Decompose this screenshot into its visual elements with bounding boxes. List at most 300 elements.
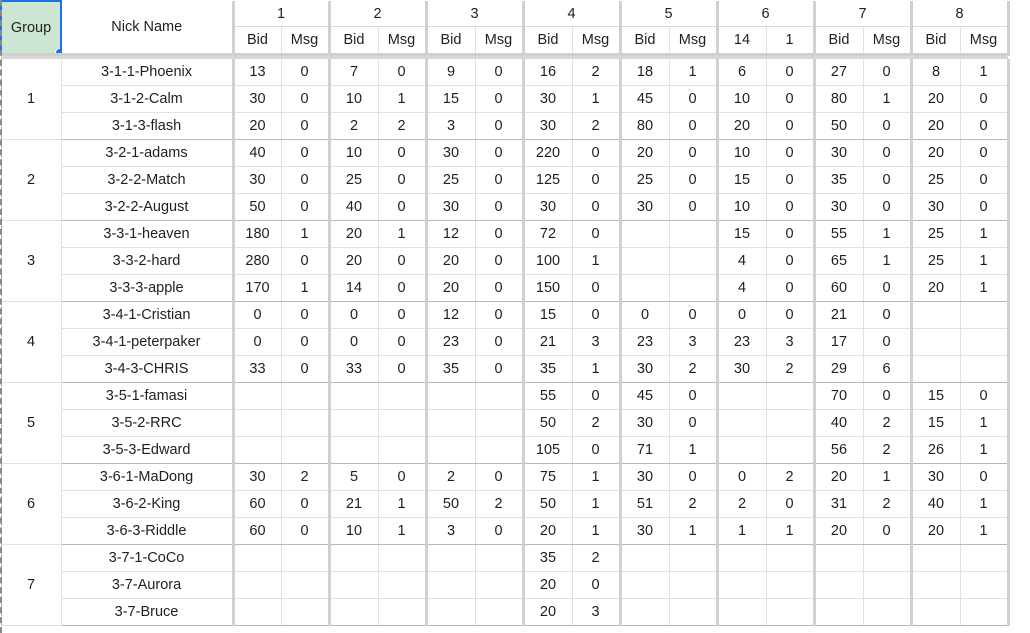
msg-cell[interactable]: 0: [281, 140, 329, 167]
bid-cell[interactable]: 60: [814, 275, 863, 302]
msg-cell[interactable]: 0: [669, 113, 717, 140]
msg-cell[interactable]: 0: [572, 275, 620, 302]
msg-cell[interactable]: [378, 437, 426, 464]
msg-cell[interactable]: [378, 410, 426, 437]
msg-cell[interactable]: 1: [572, 518, 620, 545]
bid-cell[interactable]: 20: [523, 518, 572, 545]
nick-name-cell[interactable]: 3-4-1-Cristian: [61, 302, 233, 329]
msg-cell[interactable]: 0: [572, 167, 620, 194]
msg-cell[interactable]: 1: [572, 491, 620, 518]
bid-cell[interactable]: [620, 221, 669, 248]
msg-cell[interactable]: 0: [281, 86, 329, 113]
msg-cell[interactable]: 1: [572, 356, 620, 383]
msg-cell[interactable]: 1: [572, 464, 620, 491]
msg-cell[interactable]: 0: [669, 464, 717, 491]
bid-cell[interactable]: 25: [329, 167, 378, 194]
msg-cell[interactable]: 1: [960, 59, 1008, 86]
bid-cell[interactable]: 20: [426, 248, 475, 275]
bid-cell[interactable]: 30: [911, 194, 960, 221]
bid-cell[interactable]: 6: [717, 59, 766, 86]
msg-cell[interactable]: [766, 545, 814, 572]
bid-header-2[interactable]: Bid: [329, 27, 378, 55]
bid-cell[interactable]: 40: [233, 140, 281, 167]
bid-cell[interactable]: 30: [426, 194, 475, 221]
bid-cell[interactable]: 25: [911, 167, 960, 194]
bid-cell[interactable]: 25: [911, 221, 960, 248]
msg-cell[interactable]: 2: [669, 356, 717, 383]
bid-cell[interactable]: 2: [329, 113, 378, 140]
bid-cell[interactable]: 10: [329, 140, 378, 167]
msg-cell[interactable]: [378, 599, 426, 626]
bid-cell[interactable]: [329, 410, 378, 437]
bid-cell[interactable]: 0: [233, 329, 281, 356]
bid-cell[interactable]: [717, 410, 766, 437]
msg-cell[interactable]: [766, 599, 814, 626]
bid-cell[interactable]: 105: [523, 437, 572, 464]
fill-handle[interactable]: [55, 48, 61, 55]
msg-cell[interactable]: 0: [475, 140, 523, 167]
bid-cell[interactable]: 4: [717, 248, 766, 275]
msg-cell[interactable]: 1: [960, 248, 1008, 275]
bid-cell[interactable]: 51: [620, 491, 669, 518]
msg-cell[interactable]: [378, 383, 426, 410]
msg-cell[interactable]: 2: [572, 545, 620, 572]
bid-cell[interactable]: 10: [717, 140, 766, 167]
nick-name-cell[interactable]: 3-7-Bruce: [61, 599, 233, 626]
msg-cell[interactable]: [863, 572, 911, 599]
nick-name-cell[interactable]: 3-6-3-Riddle: [61, 518, 233, 545]
bid-cell[interactable]: [426, 410, 475, 437]
msg-cell[interactable]: [475, 545, 523, 572]
msg-cell[interactable]: 2: [572, 410, 620, 437]
group-cell[interactable]: 7: [1, 545, 61, 626]
bid-cell[interactable]: 56: [814, 437, 863, 464]
msg-cell[interactable]: 0: [669, 302, 717, 329]
msg-cell[interactable]: 0: [378, 275, 426, 302]
bid-cell[interactable]: [233, 437, 281, 464]
msg-cell[interactable]: 0: [378, 302, 426, 329]
msg-cell[interactable]: 1: [960, 437, 1008, 464]
msg-cell[interactable]: 1: [960, 491, 1008, 518]
msg-cell[interactable]: 0: [572, 572, 620, 599]
bid-cell[interactable]: 25: [620, 167, 669, 194]
bid-cell[interactable]: 20: [911, 518, 960, 545]
bid-cell[interactable]: 40: [814, 410, 863, 437]
nick-name-cell[interactable]: 3-5-3-Edward: [61, 437, 233, 464]
bid-header-7[interactable]: Bid: [814, 27, 863, 55]
bid-cell[interactable]: [717, 437, 766, 464]
bid-cell[interactable]: 35: [523, 545, 572, 572]
bid-cell[interactable]: [911, 329, 960, 356]
bid-cell[interactable]: 20: [911, 113, 960, 140]
bid-cell[interactable]: [717, 572, 766, 599]
bid-cell[interactable]: 20: [233, 113, 281, 140]
bid-cell[interactable]: 2: [717, 491, 766, 518]
msg-cell[interactable]: 0: [766, 194, 814, 221]
bid-cell[interactable]: 0: [717, 302, 766, 329]
bid-cell[interactable]: 30: [620, 464, 669, 491]
bid-cell[interactable]: 30: [717, 356, 766, 383]
bid-cell[interactable]: 30: [233, 464, 281, 491]
msg-cell[interactable]: 0: [863, 167, 911, 194]
msg-cell[interactable]: 0: [669, 194, 717, 221]
bid-cell[interactable]: 45: [620, 383, 669, 410]
msg-cell[interactable]: [669, 599, 717, 626]
bid-cell[interactable]: 33: [233, 356, 281, 383]
bid-cell[interactable]: 45: [620, 86, 669, 113]
bid-cell[interactable]: 10: [717, 194, 766, 221]
round-header-6[interactable]: 6: [717, 1, 814, 27]
bid-cell[interactable]: 20: [329, 221, 378, 248]
bid-cell[interactable]: 15: [911, 383, 960, 410]
msg-cell[interactable]: [669, 248, 717, 275]
nick-name-cell[interactable]: 3-6-2-King: [61, 491, 233, 518]
round-header-1[interactable]: 1: [233, 1, 329, 27]
bid-cell[interactable]: 220: [523, 140, 572, 167]
bid-cell[interactable]: 14: [329, 275, 378, 302]
msg-cell[interactable]: 0: [766, 59, 814, 86]
bid-cell[interactable]: 80: [620, 113, 669, 140]
bid-cell[interactable]: 13: [233, 59, 281, 86]
bid-cell[interactable]: [426, 437, 475, 464]
msg-cell[interactable]: 0: [475, 302, 523, 329]
msg-cell[interactable]: 0: [572, 221, 620, 248]
round-header-5[interactable]: 5: [620, 1, 717, 27]
msg-cell[interactable]: [669, 221, 717, 248]
msg-cell[interactable]: [475, 437, 523, 464]
bid-cell[interactable]: 60: [233, 518, 281, 545]
msg-cell[interactable]: [378, 545, 426, 572]
bid-cell[interactable]: 70: [814, 383, 863, 410]
bid-cell[interactable]: 17: [814, 329, 863, 356]
msg-cell[interactable]: 0: [960, 194, 1008, 221]
msg-cell[interactable]: 0: [669, 383, 717, 410]
msg-cell[interactable]: 0: [766, 140, 814, 167]
msg-cell[interactable]: 0: [572, 140, 620, 167]
bid-cell[interactable]: 72: [523, 221, 572, 248]
bid-cell[interactable]: 30: [620, 194, 669, 221]
msg-cell[interactable]: 0: [475, 329, 523, 356]
bid-cell[interactable]: 20: [717, 113, 766, 140]
msg-cell[interactable]: 0: [766, 113, 814, 140]
nick-name-cell[interactable]: 3-1-2-Calm: [61, 86, 233, 113]
msg-cell[interactable]: 0: [766, 221, 814, 248]
msg-cell[interactable]: [669, 572, 717, 599]
bid-cell[interactable]: 30: [911, 464, 960, 491]
msg-cell[interactable]: [960, 329, 1008, 356]
msg-cell[interactable]: 0: [475, 275, 523, 302]
msg-cell[interactable]: 1: [378, 518, 426, 545]
nick-name-cell[interactable]: 3-3-3-apple: [61, 275, 233, 302]
msg-cell[interactable]: 0: [378, 356, 426, 383]
bid-cell[interactable]: 33: [329, 356, 378, 383]
bid-cell[interactable]: 71: [620, 437, 669, 464]
msg-cell[interactable]: 0: [766, 86, 814, 113]
bid-cell[interactable]: 40: [329, 194, 378, 221]
group-header-cell[interactable]: [1, 1, 61, 55]
msg-cell[interactable]: 2: [378, 113, 426, 140]
bid-cell[interactable]: 23: [426, 329, 475, 356]
bid-header-8[interactable]: Bid: [911, 27, 960, 55]
msg-header-6[interactable]: 1: [766, 27, 814, 55]
bid-cell[interactable]: 20: [911, 86, 960, 113]
bid-cell[interactable]: [426, 599, 475, 626]
msg-cell[interactable]: 0: [281, 194, 329, 221]
bid-cell[interactable]: [233, 383, 281, 410]
msg-cell[interactable]: 0: [281, 113, 329, 140]
bid-cell[interactable]: 100: [523, 248, 572, 275]
bid-cell[interactable]: 55: [523, 383, 572, 410]
bid-cell[interactable]: 125: [523, 167, 572, 194]
msg-cell[interactable]: 0: [960, 167, 1008, 194]
bid-cell[interactable]: [911, 302, 960, 329]
nick-name-cell[interactable]: 3-4-3-CHRIS: [61, 356, 233, 383]
msg-cell[interactable]: 2: [863, 437, 911, 464]
msg-cell[interactable]: 1: [281, 275, 329, 302]
group-cell[interactable]: 3: [1, 221, 61, 302]
bid-cell[interactable]: 15: [717, 221, 766, 248]
msg-cell[interactable]: 3: [572, 599, 620, 626]
bid-cell[interactable]: 30: [426, 140, 475, 167]
bid-cell[interactable]: 30: [233, 167, 281, 194]
msg-cell[interactable]: 1: [960, 221, 1008, 248]
msg-cell[interactable]: 1: [960, 410, 1008, 437]
group-cell[interactable]: 5: [1, 383, 61, 464]
msg-cell[interactable]: 0: [960, 113, 1008, 140]
bid-cell[interactable]: 12: [426, 221, 475, 248]
msg-cell[interactable]: 0: [378, 140, 426, 167]
bid-cell[interactable]: 15: [717, 167, 766, 194]
nick-name-cell[interactable]: 3-4-1-peterpaker: [61, 329, 233, 356]
bid-cell[interactable]: 20: [329, 248, 378, 275]
bid-cell[interactable]: 16: [523, 59, 572, 86]
bid-cell[interactable]: 26: [911, 437, 960, 464]
msg-header-3[interactable]: Msg: [475, 27, 523, 55]
msg-cell[interactable]: 0: [378, 464, 426, 491]
bid-cell[interactable]: [329, 572, 378, 599]
nick-name-cell[interactable]: 3-1-1-Phoenix: [61, 59, 233, 86]
bid-cell[interactable]: 50: [523, 491, 572, 518]
msg-header-5[interactable]: Msg: [669, 27, 717, 55]
msg-header-8[interactable]: Msg: [960, 27, 1008, 55]
bid-cell[interactable]: [329, 599, 378, 626]
msg-cell[interactable]: [766, 572, 814, 599]
msg-cell[interactable]: 0: [863, 275, 911, 302]
bid-cell[interactable]: 20: [814, 464, 863, 491]
nick-name-cell[interactable]: 3-3-2-hard: [61, 248, 233, 275]
bid-cell[interactable]: 21: [814, 302, 863, 329]
msg-cell[interactable]: 2: [572, 113, 620, 140]
bid-cell[interactable]: 30: [620, 410, 669, 437]
msg-cell[interactable]: 0: [960, 86, 1008, 113]
round-header-4[interactable]: 4: [523, 1, 620, 27]
bid-cell[interactable]: 20: [911, 275, 960, 302]
msg-cell[interactable]: 0: [960, 383, 1008, 410]
msg-cell[interactable]: 0: [378, 329, 426, 356]
nick-name-cell[interactable]: 3-2-1-adams: [61, 140, 233, 167]
nick-name-cell[interactable]: 3-2-2-Match: [61, 167, 233, 194]
bid-cell[interactable]: 30: [523, 113, 572, 140]
round-header-3[interactable]: 3: [426, 1, 523, 27]
bid-cell[interactable]: 20: [620, 140, 669, 167]
bid-cell[interactable]: 0: [233, 302, 281, 329]
bid-header-6[interactable]: 14: [717, 27, 766, 55]
msg-cell[interactable]: [475, 383, 523, 410]
msg-cell[interactable]: 0: [766, 302, 814, 329]
bid-cell[interactable]: [233, 599, 281, 626]
bid-cell[interactable]: 8: [911, 59, 960, 86]
msg-cell[interactable]: 2: [669, 491, 717, 518]
msg-header-7[interactable]: Msg: [863, 27, 911, 55]
msg-cell[interactable]: [281, 437, 329, 464]
msg-cell[interactable]: 0: [669, 167, 717, 194]
msg-cell[interactable]: [960, 599, 1008, 626]
msg-cell[interactable]: [281, 383, 329, 410]
bid-cell[interactable]: 65: [814, 248, 863, 275]
bid-cell[interactable]: 20: [523, 599, 572, 626]
msg-cell[interactable]: 1: [572, 248, 620, 275]
bid-cell[interactable]: 21: [523, 329, 572, 356]
msg-cell[interactable]: 2: [863, 410, 911, 437]
bid-header-3[interactable]: Bid: [426, 27, 475, 55]
msg-cell[interactable]: [281, 545, 329, 572]
msg-cell[interactable]: 2: [475, 491, 523, 518]
msg-cell[interactable]: 0: [766, 275, 814, 302]
msg-cell[interactable]: 0: [475, 518, 523, 545]
msg-cell[interactable]: [766, 410, 814, 437]
msg-cell[interactable]: 0: [475, 248, 523, 275]
msg-cell[interactable]: 0: [378, 167, 426, 194]
bid-header-1[interactable]: Bid: [233, 27, 281, 55]
bid-cell[interactable]: [329, 383, 378, 410]
bid-cell[interactable]: [814, 545, 863, 572]
bid-cell[interactable]: [911, 599, 960, 626]
bid-cell[interactable]: 50: [233, 194, 281, 221]
msg-cell[interactable]: [960, 545, 1008, 572]
msg-cell[interactable]: 0: [766, 167, 814, 194]
msg-cell[interactable]: 0: [572, 302, 620, 329]
msg-cell[interactable]: 0: [572, 383, 620, 410]
bid-cell[interactable]: 50: [523, 410, 572, 437]
bid-cell[interactable]: 7: [329, 59, 378, 86]
bid-cell[interactable]: 25: [911, 248, 960, 275]
msg-cell[interactable]: [960, 356, 1008, 383]
nick-name-cell[interactable]: 3-5-2-RRC: [61, 410, 233, 437]
bid-cell[interactable]: [620, 275, 669, 302]
bid-header-5[interactable]: Bid: [620, 27, 669, 55]
msg-cell[interactable]: 0: [475, 167, 523, 194]
msg-cell[interactable]: 0: [863, 329, 911, 356]
bid-cell[interactable]: 30: [523, 86, 572, 113]
bid-cell[interactable]: 9: [426, 59, 475, 86]
bid-cell[interactable]: [911, 356, 960, 383]
bid-cell[interactable]: [233, 545, 281, 572]
bid-cell[interactable]: 27: [814, 59, 863, 86]
msg-cell[interactable]: 2: [281, 464, 329, 491]
bid-cell[interactable]: 40: [911, 491, 960, 518]
bid-cell[interactable]: [717, 545, 766, 572]
bid-cell[interactable]: 60: [233, 491, 281, 518]
msg-cell[interactable]: [960, 302, 1008, 329]
bid-cell[interactable]: 3: [426, 113, 475, 140]
msg-cell[interactable]: 0: [281, 167, 329, 194]
msg-cell[interactable]: 1: [669, 518, 717, 545]
group-cell[interactable]: 4: [1, 302, 61, 383]
bid-cell[interactable]: [911, 545, 960, 572]
bid-cell[interactable]: [233, 410, 281, 437]
bid-cell[interactable]: 75: [523, 464, 572, 491]
bid-cell[interactable]: 2: [426, 464, 475, 491]
msg-cell[interactable]: 0: [378, 194, 426, 221]
bid-cell[interactable]: 15: [911, 410, 960, 437]
msg-cell[interactable]: 0: [669, 410, 717, 437]
msg-cell[interactable]: [281, 599, 329, 626]
bid-cell[interactable]: 50: [426, 491, 475, 518]
msg-cell[interactable]: [281, 572, 329, 599]
msg-cell[interactable]: 1: [960, 275, 1008, 302]
msg-cell[interactable]: 1: [281, 221, 329, 248]
msg-cell[interactable]: 0: [475, 113, 523, 140]
bid-cell[interactable]: 30: [814, 194, 863, 221]
bid-cell[interactable]: 18: [620, 59, 669, 86]
msg-cell[interactable]: 1: [960, 518, 1008, 545]
bid-cell[interactable]: 23: [620, 329, 669, 356]
msg-cell[interactable]: 0: [669, 140, 717, 167]
bid-header-4[interactable]: Bid: [523, 27, 572, 55]
msg-cell[interactable]: 1: [863, 248, 911, 275]
round-header-2[interactable]: 2: [329, 1, 426, 27]
bid-cell[interactable]: 3: [426, 518, 475, 545]
msg-cell[interactable]: 2: [766, 356, 814, 383]
msg-header-4[interactable]: Msg: [572, 27, 620, 55]
bid-cell[interactable]: [814, 599, 863, 626]
bid-cell[interactable]: [426, 545, 475, 572]
bid-cell[interactable]: [717, 383, 766, 410]
msg-cell[interactable]: 3: [669, 329, 717, 356]
msg-cell[interactable]: [960, 572, 1008, 599]
msg-cell[interactable]: 0: [378, 59, 426, 86]
bid-cell[interactable]: [620, 248, 669, 275]
nick-name-cell[interactable]: 3-7-1-CoCo: [61, 545, 233, 572]
round-header-8[interactable]: 8: [911, 1, 1008, 27]
msg-cell[interactable]: 1: [378, 86, 426, 113]
msg-cell[interactable]: 0: [475, 221, 523, 248]
bid-cell[interactable]: 0: [620, 302, 669, 329]
bid-cell[interactable]: 4: [717, 275, 766, 302]
msg-header-2[interactable]: Msg: [378, 27, 426, 55]
msg-cell[interactable]: [766, 437, 814, 464]
msg-cell[interactable]: 0: [475, 59, 523, 86]
bid-cell[interactable]: 29: [814, 356, 863, 383]
bid-cell[interactable]: [329, 545, 378, 572]
msg-cell[interactable]: [669, 545, 717, 572]
bid-cell[interactable]: 20: [911, 140, 960, 167]
msg-cell[interactable]: 0: [863, 113, 911, 140]
msg-cell[interactable]: 1: [572, 86, 620, 113]
msg-cell[interactable]: 0: [863, 383, 911, 410]
msg-cell[interactable]: 0: [766, 491, 814, 518]
msg-cell[interactable]: [863, 599, 911, 626]
msg-cell[interactable]: 1: [863, 86, 911, 113]
bid-cell[interactable]: 1: [717, 518, 766, 545]
bid-cell[interactable]: 80: [814, 86, 863, 113]
msg-cell[interactable]: 2: [766, 464, 814, 491]
msg-cell[interactable]: 0: [475, 356, 523, 383]
msg-cell[interactable]: 0: [475, 86, 523, 113]
group-cell[interactable]: 2: [1, 140, 61, 221]
bid-cell[interactable]: 170: [233, 275, 281, 302]
bid-cell[interactable]: 180: [233, 221, 281, 248]
